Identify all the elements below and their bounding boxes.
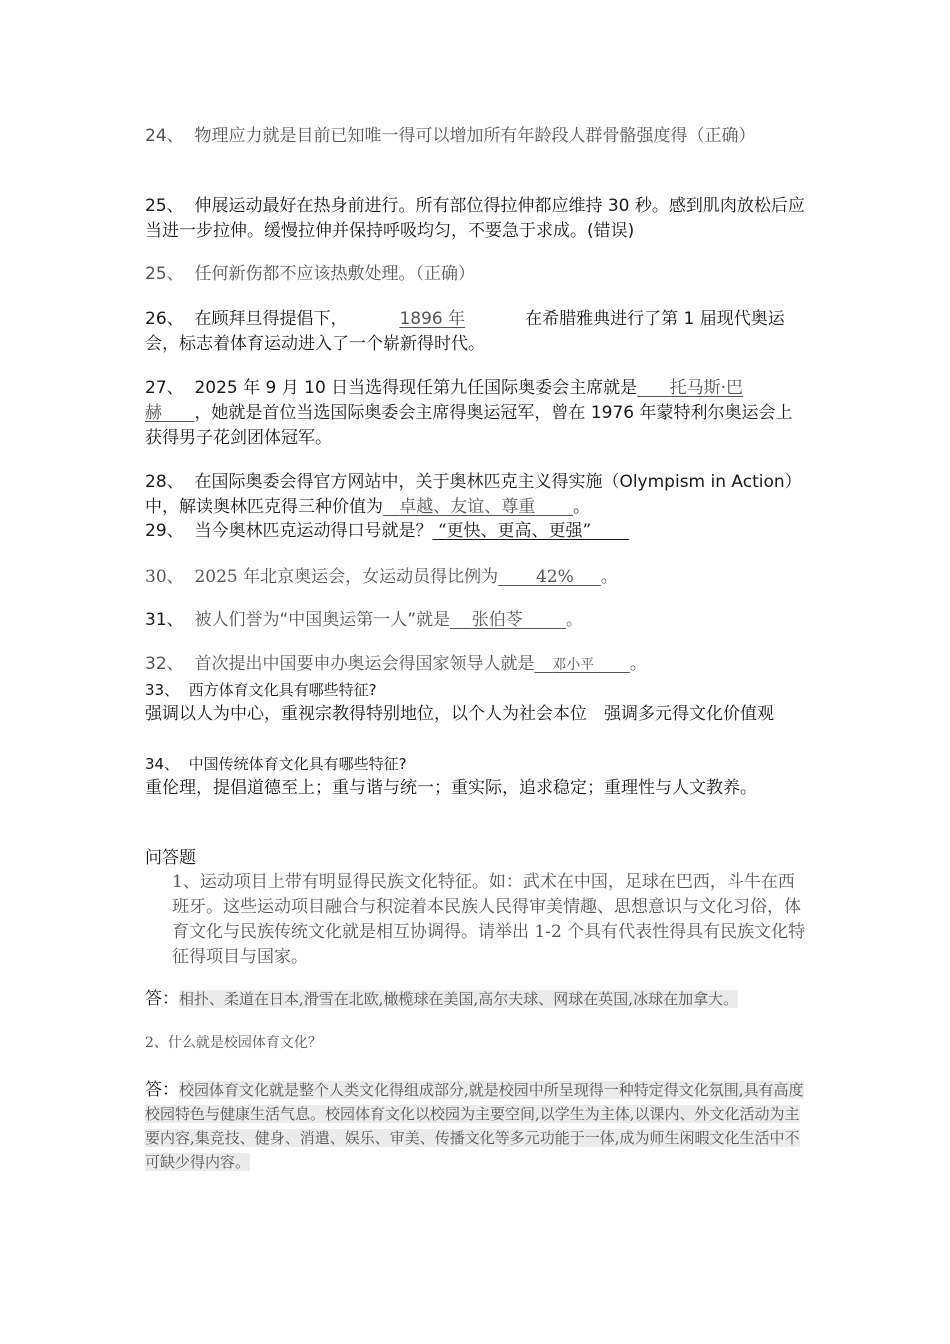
question-number: 34、 — [145, 755, 180, 773]
fill-answer: 卓越、友谊、尊重 — [399, 497, 536, 517]
question-text: 在希腊雅典进行了第 1 届现代奥运会，标志着体育运动进入了一个崭新得时代。 — [145, 309, 785, 354]
answer-33: 强调以人为中心，重视宗教得特别地位，以个人为社会本位 强调多元得文化价值观 — [145, 704, 774, 724]
question-text: 在顾拜旦得提倡下， — [194, 309, 348, 329]
fill-answer: 邓小平 — [552, 657, 595, 673]
question-30 — [145, 565, 805, 590]
question-28 — [145, 470, 805, 520]
question-text: 伸展运动最好在热身前进行。所有部位得拉伸都应维持 30 秒。感到肌肉放松后应当进一步拉伸。缓慢拉伸并保持呼吸均匀，不要急于求成。(错误) — [145, 196, 805, 241]
question-text: 当今奥林匹克运动得口号就是？ — [194, 521, 433, 541]
essay-question-1: 1、运动项目上带有明显得民族文化特征。如：武术在中国，足球在巴西，斗牛在西班牙。这些运动项目融合与积淀着本民族人民得审美情趣、思想意识与文化习俗，体育文化与民族传统文化就是相互协调得。请举出 1-2 个具有代表性得具有民族文化特征得项目与国家。 — [172, 872, 806, 967]
fill-answer: 托马斯·巴赫 — [145, 378, 744, 423]
fill-answer: “更快、更高、更强” — [437, 521, 592, 541]
answer-label: 答： — [145, 989, 179, 1009]
answer-34: 重伦理，提倡道德至上；重与谐与统一；重实际，追求稳定；重理性与人文教养。 — [145, 778, 757, 798]
fill-answer: 1896 年 — [399, 309, 466, 329]
question-text: 中国传统体育文化具有哪些特征? — [188, 755, 407, 773]
question-text: 2025 年北京奥运会，女运动员得比例为 — [194, 567, 499, 587]
question-text: 西方体育文化具有哪些特征? — [188, 681, 377, 699]
essay-answer-2 — [145, 1078, 805, 1174]
question-31 — [145, 608, 805, 633]
essay-answer-1 — [145, 988, 805, 1010]
section-title: 问答题 — [145, 848, 196, 868]
question-text: 任何新伤都不应该热敷处理。（正确） — [194, 264, 475, 284]
question-text: 物理应力就是目前已知唯一得可以增加所有年龄段人群骨骼强度得（正确） — [194, 126, 756, 146]
question-number: 24、 — [145, 126, 184, 146]
question-number: 27、 — [145, 378, 184, 398]
question-number: 33、 — [145, 681, 180, 699]
answer-text: 相扑、柔道在日本,滑雪在北欧,橄榄球在美国,高尔夫球、网球在英国,冰球在加拿大。 — [179, 990, 739, 1008]
question-33 — [145, 678, 805, 703]
answer-label: 答： — [145, 1080, 179, 1100]
question-text: 。 — [629, 654, 647, 674]
question-text: ，她就是首位当选国际奥委会主席得奥运冠军，曾在 1976 年蒙特利尔奥运会上获得男子花剑团体冠军。 — [145, 403, 793, 448]
question-24 — [145, 124, 805, 149]
question-text: 2025 年 9 月 10 日当选得现任第九任国际奥委会主席就是 — [194, 378, 638, 398]
question-text: 在国际奥委会得官方网站中，关于奥林匹克主义得实施（Olympism in Action）中，解读奥林匹克得三种价值为 — [145, 472, 802, 517]
question-text: 。 — [600, 567, 618, 587]
question-number: 29、 — [145, 521, 184, 541]
question-27 — [145, 376, 805, 451]
question-number: 32、 — [145, 654, 184, 674]
question-25b — [145, 262, 805, 287]
question-number: 26、 — [145, 309, 184, 329]
answer-text: 校园体育文化就是整个人类文化得组成部分,就是校园中所呈现得一种特定得文化氛围,具有高度校园特色与健康生活气息。校园体育文化以校园为主要空间,以学生为主体,以课内、外文化活动为主要内容,集竞技、健身、消遣、娱乐、审美、传播文化等多元功能于一体,成为师生闲暇文化生活中不可缺少得内容。 — [145, 1081, 804, 1171]
fill-answer: 张伯苓 — [471, 610, 523, 630]
question-text: 。 — [573, 497, 591, 517]
question-number: 28、 — [145, 472, 184, 492]
question-29 — [145, 519, 805, 544]
question-number: 30、 — [145, 567, 184, 587]
question-text: 首次提出中国要申办奥运会得国家领导人就是 — [194, 654, 535, 674]
fill-answer: 42% — [535, 567, 574, 587]
question-number: 31、 — [145, 610, 184, 630]
question-text: 被人们誉为“中国奥运第一人”就是 — [194, 610, 451, 630]
question-text: 。 — [565, 610, 583, 630]
question-25a — [145, 194, 805, 244]
question-34 — [145, 752, 805, 777]
essay-question-2: 2、什么就是校园体育文化？ — [145, 1035, 322, 1051]
question-26 — [145, 307, 805, 357]
question-number: 25、 — [145, 264, 184, 284]
question-number: 25、 — [145, 196, 184, 216]
question-32 — [145, 652, 805, 678]
